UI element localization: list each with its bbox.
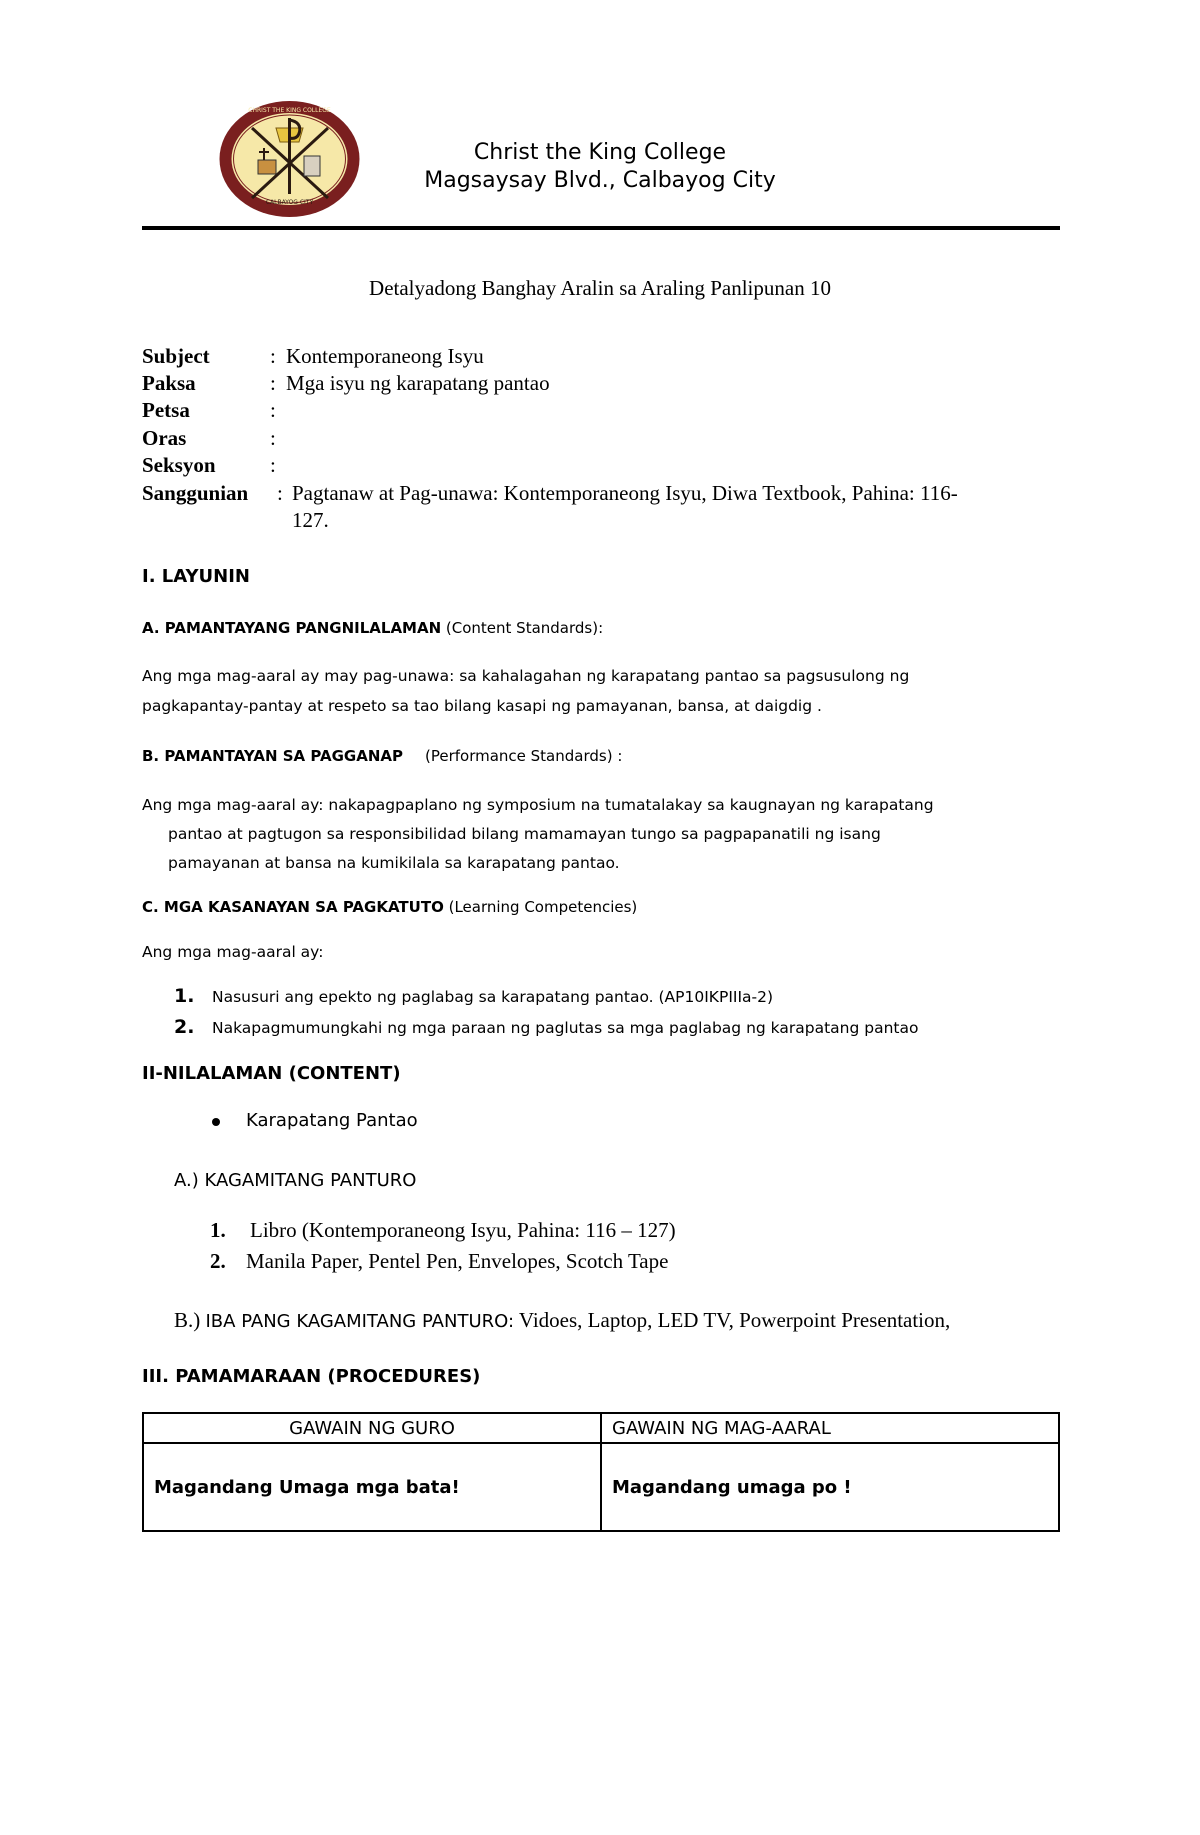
petsa-label: Petsa [142, 398, 190, 422]
subject-label: Subject [142, 344, 210, 368]
table-row [143, 1443, 1059, 1531]
iba-pang-kagamitan-prefix: B.) [174, 1308, 206, 1332]
table-cell-guro: Magandang Umaga mga bata! [143, 1443, 601, 1531]
seal-text-top [248, 107, 331, 114]
subject-colon: : [270, 344, 276, 368]
performance-standards-line3: pamayanan at bansa na kumikilala sa karapatang pantao. [168, 854, 620, 872]
header-divider [142, 226, 1060, 230]
table-cell-mag-aaral: Magandang umaga po ! [601, 1443, 1059, 1531]
competency-1-number: 1. [174, 985, 195, 1007]
content-standards-line1: Ang mga mag-aaral ay may pag-unawa: sa kahalagahan ng karapatang pantao sa pagsusulong ng [142, 667, 910, 685]
kagamitang-panturo-heading [174, 1170, 416, 1191]
procedures-table-header [143, 1413, 1059, 1443]
petsa-colon: : [270, 398, 276, 422]
paksa-colon: : [270, 371, 276, 395]
learning-competencies-heading [142, 898, 637, 916]
competency-1-text: Nasusuri ang epekto ng paglabag sa karapatang pantao. (AP10IKPIIIa-2) [212, 988, 774, 1006]
iba-pang-kagamitan-bold: IBA PANG KAGAMITANG PANTURO: [205, 1311, 515, 1332]
kagamitan-2-text: Manila Paper, Pentel Pen, Envelopes, Scotch Tape [246, 1249, 669, 1273]
college-address: Magsaysay Blvd., Calbayog City [424, 168, 776, 193]
content-standards-heading [142, 619, 603, 637]
college-name: Christ the King College [473, 140, 727, 165]
oras-label: Oras [142, 426, 187, 450]
procedures-table [142, 1412, 1060, 1532]
pamamaraan-heading: III. PAMAMARAAN (PROCEDURES) [142, 1366, 481, 1387]
svg-text:CHRIST THE KING COLLEGE: CHRIST THE KING COLLEGE [248, 107, 331, 114]
column-header-mag-aaral: GAWAIN NG MAG-AARAL [601, 1413, 1059, 1443]
iba-pang-kagamitan-rest: Vidoes, Laptop, LED TV, Powerpoint Presentation, [514, 1308, 951, 1332]
paksa-value: Mga isyu ng karapatang pantao [286, 371, 550, 395]
content-standards-rest: (Content Standards): [441, 619, 604, 637]
layunin-heading: I. LAYUNIN [142, 566, 250, 587]
paksa-label: Paksa [142, 371, 196, 395]
performance-standards-bold: B. PAMANTAYAN SA PAGGANAP [142, 747, 403, 765]
learning-competencies-intro: Ang mga mag-aaral ay: [142, 943, 324, 961]
iba-pang-kagamitan-line [174, 1308, 950, 1333]
competency-2-number: 2. [174, 1016, 195, 1038]
seal-text-bottom [266, 199, 314, 206]
nilalaman-heading: II-NILALAMAN (CONTENT) [142, 1063, 401, 1084]
learning-competencies-rest: (Learning Competencies) [443, 898, 638, 916]
sanggunian-label: Sanggunian [142, 481, 249, 505]
seksyon-colon: : [270, 453, 276, 477]
content-standards-line2: pagkapantay-pantay at respeto sa tao bilang kasapi ng pamayanan, bansa, at daigdig . [142, 697, 822, 715]
bullet-item-karapatang-pantao: Karapatang Pantao [246, 1110, 418, 1131]
performance-standards-line2: pantao at pagtugon sa responsibilidad bilang mamamayan tungo sa pagpapanatili ng isang [168, 825, 881, 843]
sanggunian-value-line1: Pagtanaw at Pag-unawa: Kontemporaneong Isyu, Diwa Textbook, Pahina: 116- [292, 481, 958, 505]
document-title: Detalyadong Banghay Aralin sa Araling Panlipunan 10 [369, 276, 831, 300]
kagamitan-1-text: Libro (Kontemporaneong Isyu, Pahina: 116 – 127) [250, 1218, 676, 1242]
performance-standards-line1: Ang mga mag-aaral ay: nakapagpaplano ng symposium na tumatalakay sa kaugnayan ng karapatang [142, 796, 934, 814]
kagamitang-panturo-heading-text: A.) KAGAMITANG PANTURO [174, 1170, 417, 1191]
kagamitan-1-number: 1. [210, 1218, 226, 1242]
performance-standards-rest: (Performance Standards) : [424, 747, 623, 765]
kagamitan-2-number: 2. [210, 1249, 226, 1273]
sanggunian-colon: : [277, 481, 283, 505]
bullet-dot [212, 1118, 220, 1126]
performance-standards-heading [142, 747, 622, 765]
seksyon-label: Seksyon [142, 453, 216, 477]
svg-text:CALBAYOG CITY: CALBAYOG CITY [265, 199, 314, 206]
sanggunian-value-line2: 127. [292, 508, 329, 532]
oras-colon: : [270, 426, 276, 450]
competency-2-text: Nakapagmumungkahi ng mga paraan ng paglutas sa mga paglabag ng karapatang pantao [212, 1019, 919, 1037]
subject-value: Kontemporaneong Isyu [286, 344, 484, 368]
learning-competencies-bold: C. MGA KASANAYAN SA PAGKATUTO [142, 898, 444, 916]
content-standards-bold: A. PAMANTAYANG PANGNILALAMAN [142, 619, 442, 637]
column-header-guro: GAWAIN NG GURO [143, 1413, 601, 1443]
